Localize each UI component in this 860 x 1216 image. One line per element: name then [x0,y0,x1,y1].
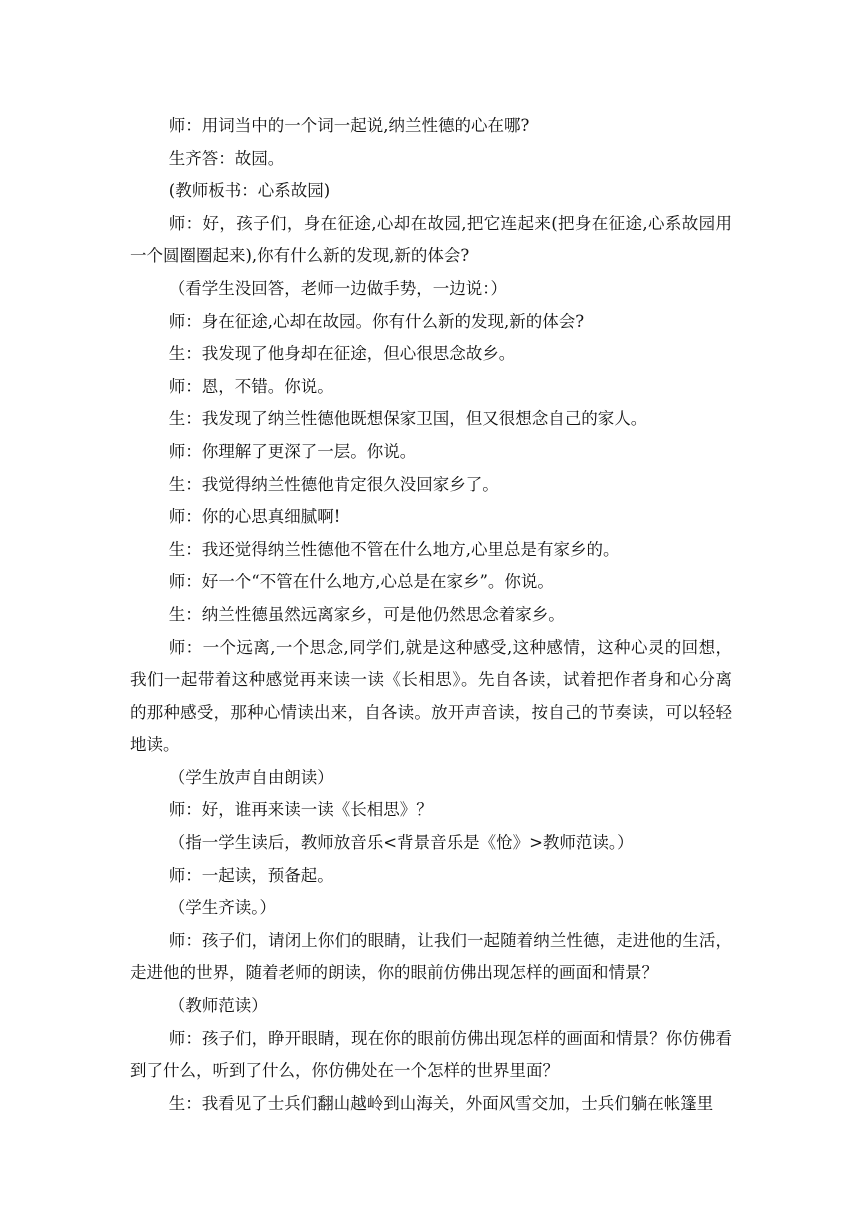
paragraph: 生：我发现了纳兰性德他既想保家卫国，但又很想念自己的家人。 [168,409,648,429]
paragraph: 师：好，孩子们，身在征途,心却在故园,把它连起来(把身在征途,心系故园用一个圆圈圈起来),你有什么新的发现,新的体会? [130,213,732,266]
document-body [130,110,732,1120]
paragraph: （看学生没回答，老师一边做手势，一边说：） [168,278,508,298]
paragraph: 师：孩子们，睁开眼睛，现在你的眼前仿佛出现怎样的画面和情景？你仿佛看到了什么，听到了什么，你仿佛处在一个怎样的世界里面？ [130,1028,732,1081]
paragraph: 师：你理解了更深了一层。你说。 [168,441,417,461]
paragraph: 生：我发现了他身却在征途，但心很思念故乡。 [168,344,516,364]
paragraph: 师：一个远离,一个思念,同学们,就是这种感受,这种感情，这种心灵的回想，我们一起带着这种感觉再来读一读《长相思》。先自各读，试着把作者身和心分离的那种感受，那种心情读出来，自各读。放开声音读，按自己的节奏读，可以轻轻地读。 [130,637,732,755]
paragraph: 师：好一个“不管在什么地方,心总是在家乡”。你说。 [168,572,554,592]
paragraph: 师：好，谁再来读一读《长相思》？ [168,800,433,820]
paragraph: 师：孩子们，请闭上你们的眼睛，让我们一起随着纳兰性德，走进他的生活，走进他的世界，随着老师的朗读，你的眼前仿佛出现怎样的画面和情景？ [130,930,732,983]
paragraph: 生：我看见了士兵们翻山越岭到山海关，外面风雪交加，士兵们躺在帐篷里 [168,1093,714,1113]
paragraph: （指一学生读后，教师放音乐<背景音乐是《怆》>教师范读。） [168,833,634,853]
paragraph: 师：身在征途,心却在故园。你有什么新的发现,新的体会? [168,311,585,331]
paragraph: 师：恩，不错。你说。 [168,376,334,396]
paragraph: 师：你的心思真细腻啊! [168,507,341,527]
paragraph: 生：纳兰性德虽然远离家乡，可是他仍然思念着家乡。 [168,604,565,624]
paragraph: 生：我还觉得纳兰性德他不管在什么地方,心里总是有家乡的。 [168,539,620,559]
paragraph: （学生齐读。） [168,898,277,918]
paragraph: （教师范读） [168,996,268,1016]
paragraph: 师：一起读，预备起。 [168,865,334,885]
paragraph: 生：我觉得纳兰性德他肯定很久没回家乡了。 [168,474,499,494]
paragraph: 生齐答：故园。 [168,148,285,168]
paragraph: （学生放声自由朗读） [168,767,334,787]
paragraph: 师：用词当中的一个词一起说,纳兰性德的心在哪? [168,116,530,135]
paragraph: (教师板书：心系故园) [168,181,331,201]
